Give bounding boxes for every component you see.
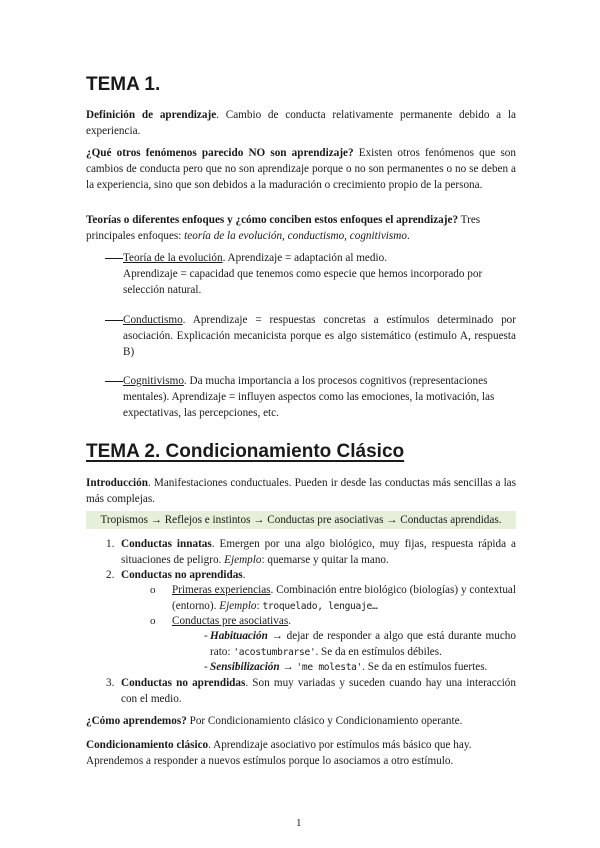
sensibilizacion-term: Sensibilización — [210, 661, 280, 673]
sub-item-primeras — [172, 583, 516, 615]
evolution-text2: Aprendizaje = capacidad que tenemos como especie que hemos incorporado por selección natural. — [123, 267, 483, 296]
sub-item-pre-asociativas — [172, 614, 516, 630]
sensibilizacion-quote: 'me molesta' — [296, 662, 363, 673]
sub-bullet: o — [150, 615, 156, 627]
question2-term: Teorías o diferentes enfoques y ¿cómo conciben estos enfoques el aprendizaje? — [86, 214, 459, 226]
evolution-text: . Aprendizaje = adaptación al medio. — [222, 252, 387, 264]
tema2-heading: TEMA 2. Condicionamiento Clásico — [86, 441, 405, 462]
question2-end: . — [406, 229, 410, 242]
conductismo-term: Conductismo — [123, 314, 183, 326]
list-item-no-aprendidas — [121, 568, 516, 584]
question3-paragraph — [86, 714, 516, 730]
subsub-item-sensibilizacion — [210, 660, 516, 676]
innatas-term: Conductas innatas — [121, 538, 212, 550]
highlighted-chain: Tropismos → Reflejos e instintos → Conductas pre asociativas → Conductas aprendidas. — [86, 511, 516, 529]
list-number: 3. — [106, 677, 115, 689]
question1-paragraph — [86, 146, 516, 193]
question2-text: Tres principales enfoques: — [86, 214, 481, 242]
dash-bullet — [105, 320, 123, 321]
intro-term: Introducción — [86, 477, 148, 489]
no-aprendidas-text: . — [242, 569, 246, 581]
cognitivismo-text: . Da mucha importancia a los procesos cognitivos (representaciones mentales). Aprendizaje = influyen aspectos como las emociones, la motivación, las expectativas, las percepciones, etc. — [123, 375, 495, 419]
primeras-example-hand: troquelado, lenguaje… — [262, 600, 378, 612]
subsub-bullet: - — [204, 661, 208, 673]
list-item-conductismo — [123, 313, 516, 360]
primeras-text: . Combinación entre biológico (biologías) y contextual (entorno). — [172, 584, 516, 612]
habituacion-term: Habituación — [210, 630, 268, 642]
question1-term: ¿Qué otros fenómenos parecido NO son aprendizaje? — [86, 147, 354, 159]
evolution-term: Teoría de la evolución — [123, 252, 223, 264]
dash-bullet — [105, 381, 123, 382]
question3-term: ¿Cómo aprendemos? — [86, 715, 187, 727]
subsub-bullet: - — [204, 630, 208, 642]
sensibilizacion-arrow: → — [279, 661, 297, 673]
subsub-item-habituacion — [210, 629, 516, 661]
cc-text: . Aprendizaje asociativo por estímulos más básico que hay. Aprendemos a responder a nuevos estímulos porque lo asociamos a otro estímulo. — [86, 739, 472, 767]
page-number: 1 — [296, 817, 302, 829]
habituacion-quote: 'acostumbrarse' — [233, 646, 316, 658]
list-item-no-aprendidas-2 — [121, 676, 516, 708]
conductismo-text: . Aprendizaje = respuestas concretas a estímulos determinado por asociación. Explicación mecanicista porque es algo sistemático (estimulo A, respuesta B) — [123, 314, 516, 358]
question2-italic: teoría de la evolución, conductismo, cognitivismo — [184, 229, 407, 242]
definition-term: Definición de aprendizaje — [86, 109, 217, 121]
dash-bullet — [105, 258, 123, 259]
list-item-evolution — [123, 251, 516, 298]
innatas-text: . Emergen por una algo biológico, muy fijas, respuesta rápida a situaciones de peligro. — [121, 538, 517, 566]
no-aprendidas-2-term: Conductas no aprendidas — [121, 677, 246, 689]
question3-text: Por Condicionamiento clásico y Condicionamiento operante. — [186, 715, 463, 727]
pre-asociativas-term: Conductas pre asociativas — [172, 615, 289, 627]
question1-text: Existen otros fenómenos que son cambios de conducta pero que no son aprendizaje porque o no son permanentes o no se deben a la experiencia, sino que son debidos a la maduración o crecimiento propio de la persona. — [86, 147, 516, 191]
primeras-example-sep: : — [256, 599, 263, 612]
intro-paragraph — [86, 476, 516, 508]
habituacion-arrow: → — [267, 630, 287, 642]
innatas-example-label: Ejemplo — [224, 553, 262, 566]
habituacion-text: dejar de responder a algo que está durante mucho rato: — [210, 630, 516, 658]
list-number: 1. — [106, 538, 115, 550]
question2-paragraph — [86, 213, 516, 245]
no-aprendidas-term: Conductas no aprendidas — [121, 569, 243, 581]
sub-bullet: o — [150, 584, 156, 596]
list-item-cognitivismo — [123, 374, 516, 421]
primeras-example-label: Ejemplo — [219, 599, 257, 612]
pre-asociativas-text: . — [288, 615, 291, 627]
tema1-heading: TEMA 1. — [86, 74, 161, 95]
innatas-example-text: : quemarse y quitar la mano. — [261, 553, 389, 566]
primeras-term: Primeras experiencias — [172, 584, 271, 596]
no-aprendidas-2-text: . Son muy variadas y suceden cuando hay una interacción con el medio. — [121, 677, 516, 705]
cognitivismo-term: Cognitivismo — [123, 375, 184, 387]
definition-paragraph — [86, 108, 516, 140]
cc-term: Condicionamiento clásico — [86, 739, 209, 751]
sensibilizacion-tail: . Se da en estímulos fuertes. — [362, 661, 488, 673]
list-number: 2. — [106, 569, 115, 581]
cc-paragraph — [86, 738, 516, 770]
habituacion-tail: . Se da en estímulos débiles. — [315, 645, 442, 658]
intro-text: . Manifestaciones conductuales. Pueden ir desde las conductas más sencillas a las más complejas. — [86, 477, 516, 505]
definition-text: . Cambio de conducta relativamente permanente debido a la experiencia. — [86, 109, 516, 137]
list-item-innatas — [121, 537, 516, 569]
